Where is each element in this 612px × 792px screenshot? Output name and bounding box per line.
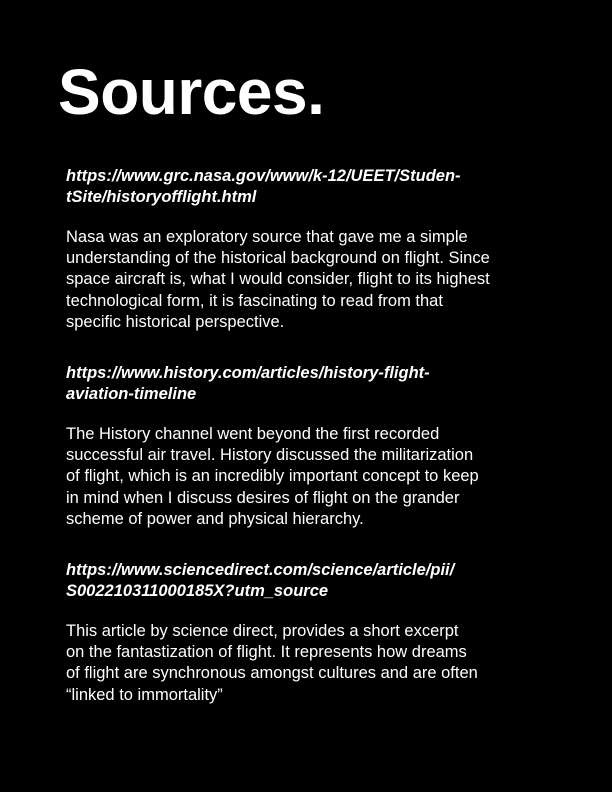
- page-title: Sources.: [58, 56, 325, 128]
- description-line: “linked to immortality”: [66, 685, 223, 704]
- source-url-line[interactable]: https://www.sciencedirect.com/science/article/pii/: [66, 561, 455, 580]
- description-line: of flight are synchronous amongst cultures and are often: [66, 664, 478, 683]
- description-line: technological form, it is fascinating to read from that: [66, 291, 443, 310]
- description-line: on the fantastization of flight. It represents how dreams: [66, 643, 467, 662]
- source-url[interactable]: [66, 560, 546, 602]
- description-line: space aircraft is, what I would consider, flight to its highest: [66, 270, 490, 289]
- source-url[interactable]: [66, 166, 546, 208]
- description-line: in mind when I discuss desires of flight on the grander: [66, 488, 460, 507]
- source-entry-history: [66, 363, 546, 530]
- description-line: scheme of power and physical hierarchy.: [66, 509, 364, 528]
- source-description: [66, 424, 546, 530]
- sources-list: [66, 166, 546, 736]
- source-url-line[interactable]: https://www.grc.nasa.gov/www/k-12/UEET/Studen-: [66, 167, 461, 185]
- source-url-line[interactable]: S002210311000185X?utm_source: [66, 582, 329, 601]
- source-url-line[interactable]: tSite/historyofflight.html: [66, 188, 257, 206]
- description-line: This article by science direct, provides a short excerpt: [66, 622, 459, 641]
- description-line: successful air travel. History discussed the militarization: [66, 446, 474, 465]
- source-url-line[interactable]: https://www.history.com/articles/history-flight-: [66, 364, 430, 383]
- source-entry-nasa: [66, 166, 546, 333]
- description-line: The History channel went beyond the first recorded: [66, 425, 440, 444]
- source-entry-sciencedirect: [66, 560, 546, 706]
- source-url-line[interactable]: aviation-timeline: [66, 385, 197, 404]
- description-line: of flight, which is an incredibly important concept to keep: [66, 467, 479, 486]
- source-description: [66, 227, 546, 333]
- description-line: Nasa was an exploratory source that gave me a simple: [66, 228, 468, 246]
- description-line: specific historical perspective.: [66, 312, 285, 331]
- description-line: understanding of the historical background on flight. Since: [66, 249, 490, 268]
- source-url[interactable]: [66, 363, 546, 405]
- source-description: [66, 621, 546, 706]
